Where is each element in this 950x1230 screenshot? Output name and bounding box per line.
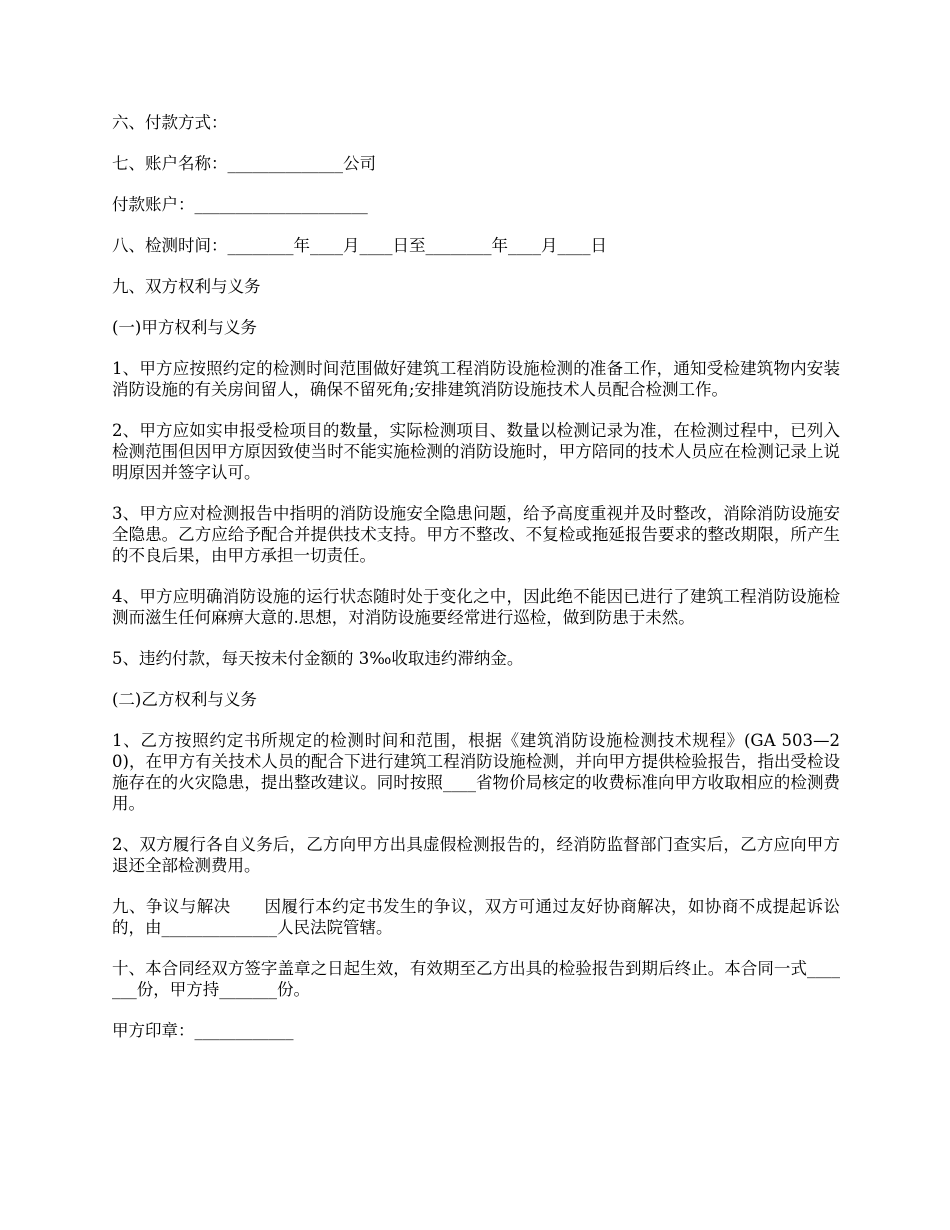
party-b-heading: (二)乙方权利与义务 [112, 690, 257, 709]
party-a-clause-4: 4、甲方应明确消防设施的运行状态随时处于变化之中，因此绝不能因已进行了建筑工程消防设施检测而滋生任何麻痹大意的.思想，对消防设施要经常进行巡检，做到防患于未然。 [112, 587, 840, 627]
inspection-time-line: 八、检测时间：________年____月____日至________年____月____日 [112, 236, 607, 255]
payment-account-line: 付款账户：_____________________ [112, 195, 368, 214]
document-page [112, 112, 840, 1061]
party-b-clause-1: 1、乙方按照约定书所规定的检测时间和范围，根据《建筑消防设施检测技术规程》(GA 503—20)，在甲方有关技术人员的配合下进行建筑工程消防设施检测，并向甲方提供检验报告，指出受检设施存在的火灾隐患，提出整改建议。同时按照____省物价局核定的收费标准向甲方收取相应的检测费用。 [112, 731, 840, 813]
payment-method-heading: 六、付款方式： [112, 113, 228, 132]
dispute-resolution-clause: 九、争议与解决 因履行本约定书发生的争议，双方可通过友好协商解决，如协商不成提起诉讼的，由______________人民法院管辖。 [112, 897, 840, 937]
party-a-clause-5: 5、违约付款，每天按未付金额的 3‰收取违约滞纳金。 [112, 649, 524, 668]
effectiveness-clause: 十、本合同经双方签字盖章之日起生效，有效期至乙方出具的检验报告到期后终止。本合同一式_______份，甲方持_______份。 [112, 959, 840, 999]
party-a-seal-line: 甲方印章：____________ [112, 1021, 294, 1040]
party-a-clause-1: 1、甲方应按照约定的检测时间范围做好建筑工程消防设施检测的准备工作，通知受检建筑物内安装消防设施的有关房间留人，确保不留死角;安排建筑消防设施技术人员配合检测工作。 [112, 359, 840, 399]
rights-obligations-heading: 九、双方权利与义务 [112, 277, 261, 296]
party-b-clause-2: 2、双方履行各自义务后，乙方向甲方出具虚假检测报告的，经消防监督部门查实后，乙方应向甲方退还全部检测费用。 [112, 835, 840, 875]
account-name-line: 七、账户名称：______________公司 [112, 154, 376, 173]
party-a-clause-3: 3、甲方应对检测报告中指明的消防设施安全隐患问题，给予高度重视并及时整改，消除消防设施安全隐患。乙方应给予配合并提供技术支持。甲方不整改、不复检或拖延报告要求的整改期限，所产生的不良后果，由甲方承担一切责任。 [112, 504, 840, 565]
party-a-clause-2: 2、甲方应如实申报受检项目的数量，实际检测项目、数量以检测记录为准，在检测过程中，已列入检测范围但因甲方原因致使当时不能实施检测的消防设施时，甲方陪同的技术人员应在检测记录上说明原因并签字认可。 [112, 421, 840, 482]
party-a-heading: (一)甲方权利与义务 [112, 318, 257, 337]
